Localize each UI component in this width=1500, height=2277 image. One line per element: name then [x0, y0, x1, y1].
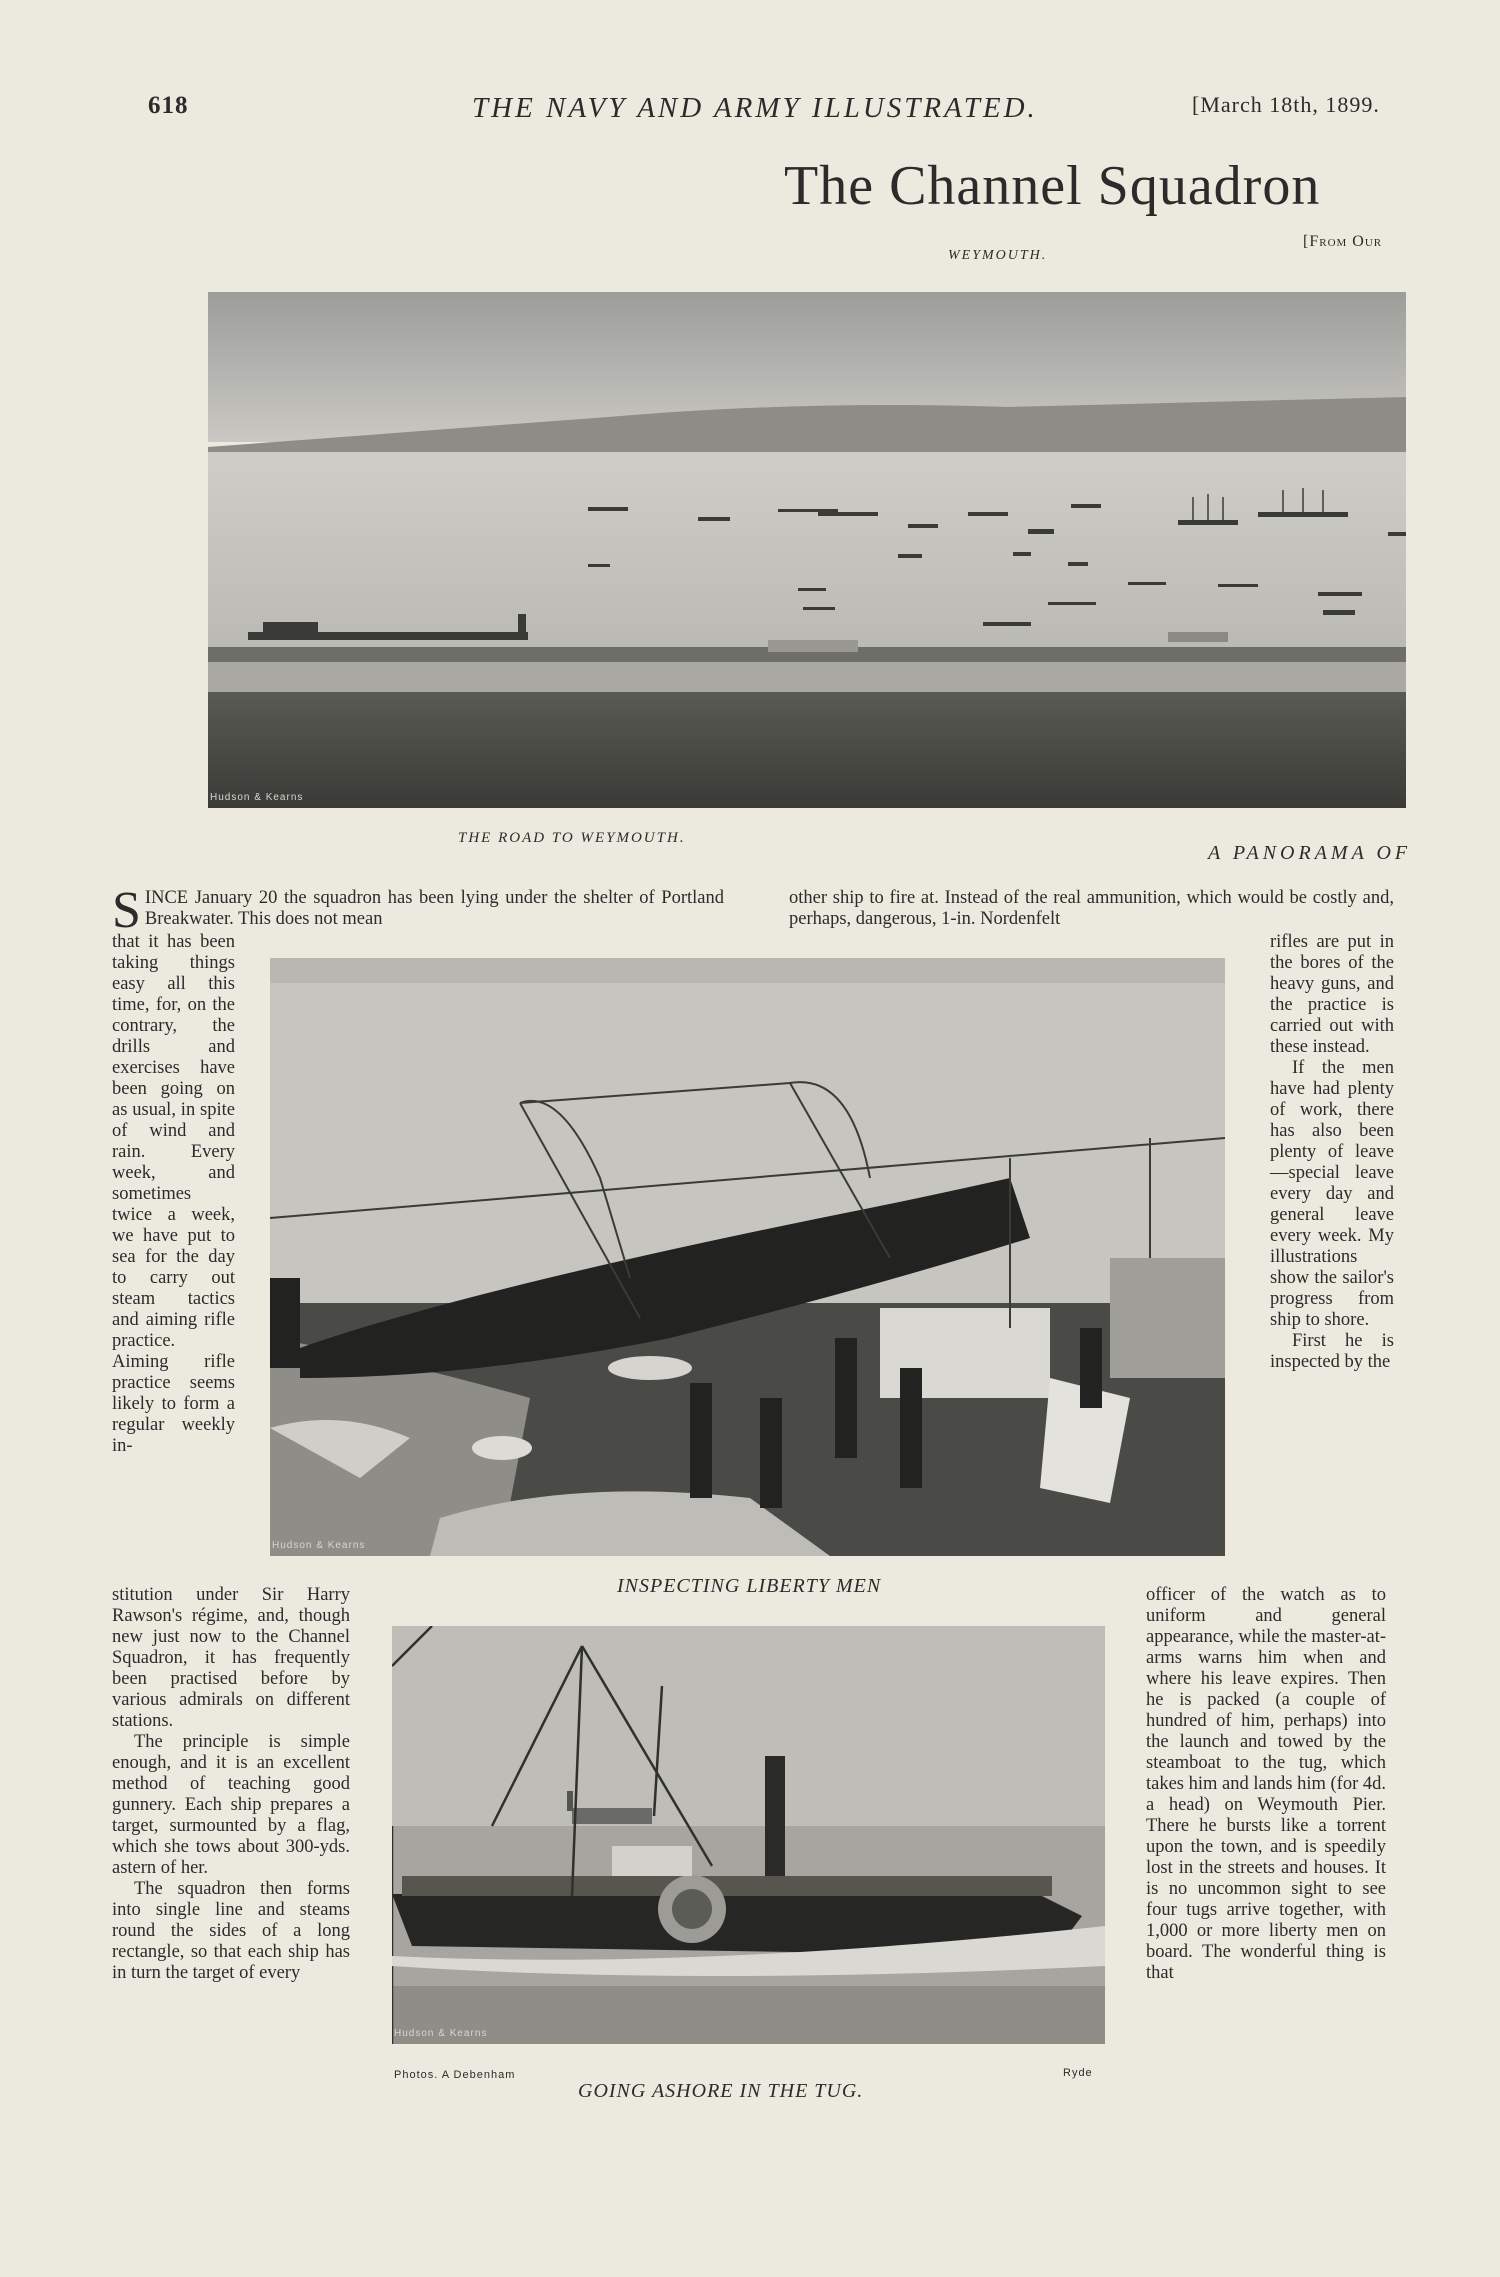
inspecting-mark: Hudson & Kearns [272, 1540, 366, 1551]
article-place: WEYMOUTH. [948, 248, 1048, 263]
col1-narrow-text [112, 932, 235, 1457]
col2-narrow-paragraph-2: If the men have had plenty of work, there has also been plenty of leave—special leave every day and general leave every week. My illustrations show the sailor's progress from ship to shore. [1270, 1058, 1394, 1330]
panorama-caption-right: A PANORAMA OF [1208, 842, 1412, 864]
drop-cap: S [112, 882, 141, 939]
article-from: [From Our [1303, 233, 1383, 250]
panorama-caption-left: THE ROAD TO WEYMOUTH. [458, 830, 686, 846]
col1-top-paragraph [112, 882, 724, 939]
tug-caption: GOING ASHORE IN THE TUG. [578, 2080, 864, 2102]
col1-lower-paragraph-2: The principle is simple enough, and it is an excellent method of teaching good gunnery. Each ship prepares a target, surmounted by a flag, which she tows about 300-yds. astern of her. [112, 1732, 350, 1878]
panorama-mark: Hudson & Kearns [210, 792, 304, 803]
col1-lower-text [112, 1585, 350, 1984]
tug-photo [392, 1626, 1105, 2044]
photo-credit-place: Ryde [1063, 2067, 1093, 2079]
col2-lower-paragraph: officer of the watch as to uniform and general appearance, while the master-at-arms warns him when and where his leave expires. Then he is packed (a couple of hundred of him, perhaps) into the launch and towed by the steamboat to the tug, which takes him and lands him (for 4d. a head) on Weymouth Pier. There he bursts like a torrent upon the town, and is speedily lost in the streets and houses. It is no uncommon sight to see four tugs arrive together, with 1,000 or more liberty men on board. The wonderful thing is that [1146, 1585, 1386, 1983]
col2-narrow-paragraph-3: First he is inspected by the [1270, 1331, 1394, 1372]
inspecting-caption: INSPECTING LIBERTY MEN [617, 1575, 882, 1597]
tug-mark: Hudson & Kearns [394, 2028, 488, 2039]
page-number: 618 [148, 92, 189, 119]
col1-top-text: INCE January 20 the squadron has been lying under the shelter of Portland Breakwater. This does not mean [144, 888, 724, 929]
col2-top-text [789, 888, 1394, 930]
col2-top-paragraph: other ship to fire at. Instead of the real ammunition, which would be costly and, perhaps, dangerous, 1-in. Nordenfelt [789, 888, 1394, 929]
inspecting-photo [270, 958, 1225, 1556]
article-title: The Channel Squadron [784, 155, 1321, 217]
col1-narrow-paragraph: that it has been taking things easy all this time, for, on the contrary, the drills and exercises have been going on as usual, in spite of wind and rain. Every week, and sometimes twice a week, we have put to sea for the day to carry out steam tactics and aiming rifle practice. Aiming rifle practice seems likely to form a regular weekly in- [112, 932, 235, 1456]
publication-title: THE NAVY AND ARMY ILLUSTRATED. [472, 92, 1038, 124]
col2-lower-text [1146, 1585, 1386, 1984]
col2-narrow-paragraph-1: rifles are put in the bores of the heavy guns, and the practice is carried out with these instead. [1270, 932, 1394, 1057]
col1-lower-paragraph-3: The squadron then forms into single line and steams round the sides of a long rectangle, so that each ship has in turn the target of every [112, 1879, 350, 1983]
issue-date: [March 18th, 1899. [1192, 92, 1380, 117]
photo-credit: Photos. A Debenham [394, 2069, 516, 2081]
panorama-photo [208, 292, 1406, 808]
col2-narrow-text [1270, 932, 1394, 1373]
col1-lower-paragraph-1: stitution under Sir Harry Rawson's régime, and, though new just now to the Channel Squadron, it has frequently been practised before by various admirals on different stations. [112, 1585, 350, 1731]
